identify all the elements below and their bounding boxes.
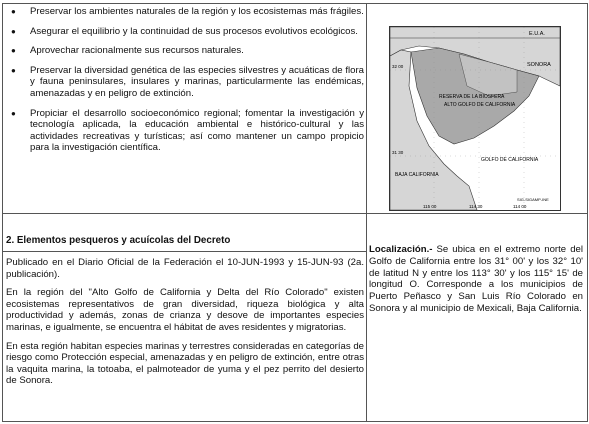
objective-text: Aprovechar racionalmente sus recursos naturales. <box>30 45 244 57</box>
bullet-icon: ● <box>11 46 16 56</box>
label-lon-right: 114 00 <box>513 204 527 209</box>
region-map <box>389 26 561 211</box>
list-item <box>8 108 364 154</box>
label-baja: BAJA CALIFORNIA <box>395 172 439 178</box>
location-text: Se ubica en el extremo norte del Golfo de California entre los 31° 00' y los 32° 10' de latitud N y entre los 113° 30' y los 115° 15' de longitud O. Corresponde a los municipios de Puerto Peñasco y San Luis Río Colorado en Sonora y al municipio de Mexicali, Baja California. <box>369 244 583 314</box>
label-lon-mid: 114 30 <box>469 204 483 209</box>
section-heading: 2. Elementos pesqueros y acuícolas del Decreto <box>6 235 231 246</box>
list-item <box>8 26 364 38</box>
objective-text: Preservar la diversidad genética de las especies silvestres y acuáticas de flora y fauna peninsulares, insulares y marinas, particularmente las endémicas, amenazadas y en peligro de extinción. <box>30 64 364 99</box>
label-lat-top: 32 00 <box>392 64 404 69</box>
bullet-icon: ● <box>11 26 16 36</box>
label-lat-bottom: 31 30 <box>392 150 404 155</box>
objectives-list <box>8 6 364 162</box>
paragraph: Publicado en el Diario Oficial de la Federación el 10-JUN-1993 y 15-JUN-93 (2a. publicación). <box>6 257 364 280</box>
label-sonora: SONORA <box>527 62 551 68</box>
objective-text: Propiciar el desarrollo socioeconómico regional; fomentar la investigación y tecnología aplicada, la educación ambiental e histórico-cultural y las actividades recreativas y turísticas; así como mantener un campo propicio para la investigación científica. <box>30 107 364 154</box>
section-body <box>6 257 364 394</box>
label-gulf: GOLFO DE CALIFORNIA <box>481 157 539 163</box>
paragraph: En la región del "Alto Golfo de California y Delta del Río Colorado" existen ecosistemas representativos de gran diversidad, riqueza biológica y alta productividad y además, zonas de crianza y desove de importantes especies marinas, e igualmente, se encuentra el hábitat de aves residentes y migratorias. <box>6 287 364 333</box>
heading-divider <box>2 251 367 252</box>
label-lon-left: 115 00 <box>423 204 437 209</box>
label-usa: E.U.A. <box>529 31 545 37</box>
bullet-icon: ● <box>11 108 16 118</box>
objective-text: Asegurar el equilibrio y la continuidad de sus procesos evolutivos ecológicos. <box>30 25 358 37</box>
paragraph: En esta región habitan especies marinas y terrestres consideradas en categorías de riesgo como Protección especial, amenazadas y en peligro de extinción, entre otras la vaquita marina, la totoaba, el palmoteador de yuma y el pez perrito del desierto de Sonora. <box>6 340 364 387</box>
list-item <box>8 6 364 18</box>
label-credit: SIG-SIGAMP-INE <box>517 197 549 202</box>
bullet-icon: ● <box>11 65 16 75</box>
bullet-icon: ● <box>11 7 16 16</box>
list-item <box>8 65 364 100</box>
row-divider <box>2 213 588 214</box>
list-item <box>8 45 364 57</box>
label-reserve-2: ALTO GOLFO DE CALIFORNIA <box>444 102 516 108</box>
label-reserve-1: RESERVA DE LA BIOSFERA <box>439 94 505 100</box>
objective-text: Preservar los ambientes naturales de la región y los ecosistemas más frágiles. <box>30 6 364 17</box>
location-description <box>369 244 583 315</box>
location-label: Localización.- <box>369 244 433 255</box>
